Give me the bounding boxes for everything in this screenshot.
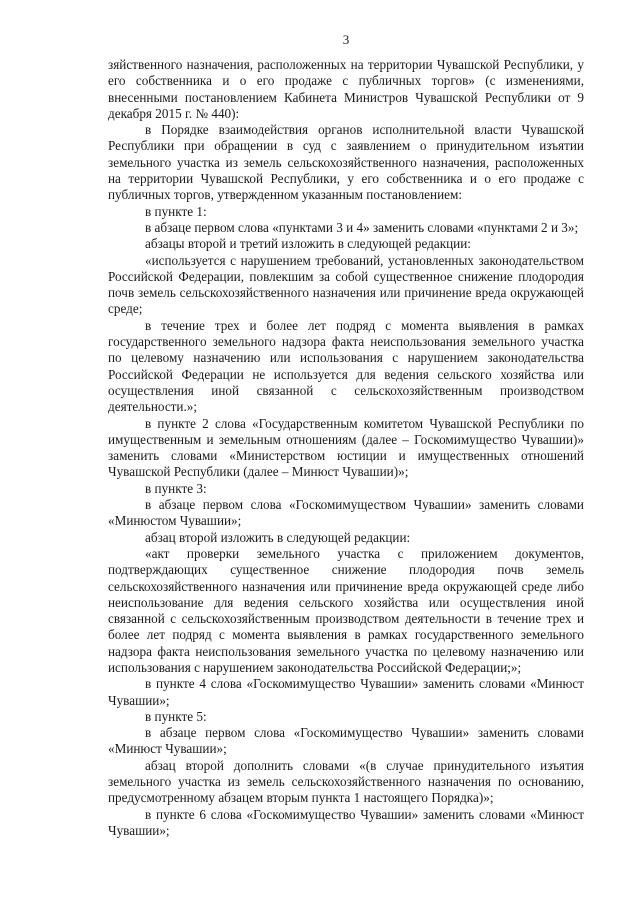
paragraph: в пункте 1:	[145, 203, 207, 219]
paragraph: в абзаце первом слова «Госкомимуществом Чувашии» заменить словами «Минюстом Чувашии»;	[108, 497, 584, 529]
paragraph: в пункте 4 слова «Госкомимущество Чувашии» заменить словами «Минюст Чувашии»;	[108, 676, 584, 708]
document-body	[108, 57, 584, 839]
paragraph: в абзаце первом слова «пунктами 3 и 4» заменить словами «пунктами 2 и 3»;	[145, 219, 579, 235]
paragraph: «используется с нарушением требований, установленных законодательством Российской Федерации, повлекшим за собой существенное снижение плодородия почв земель сельскохозяйственного назначения или причинение вреда окружающей среде;	[108, 252, 584, 317]
paragraph: «акт проверки земельного участка с приложением документов, подтверждающих существенное снижение плодородия почв земель сельскохозяйственного назначения или причинение вреда окружающей среде либо неиспользование для ведения сельского хозяйства или осуществления иной связанной с сельскохозяйственным производством деятельности в течение трех и более лет подряд с момента выявления в рамках государственного земельного надзора факта неиспользования земельного участка по целевому назначению или использования с нарушением законодательства Российской Федерации;»;	[108, 545, 584, 675]
paragraph: абзац второй дополнить словами «(в случае принудительного изъятия земельного участка из земель сельскохозяйственного назначения по основанию, предусмотренному абзацем вторым пункта 1 настоящего Порядка)»;	[108, 757, 584, 806]
paragraph: в абзаце первом слова «Госкомимущество Чувашии» заменить словами «Минюст Чувашии»;	[108, 725, 584, 757]
paragraph: в Порядке взаимодействия органов исполнительной власти Чувашской Республики при обращении в суд с заявлением о принудительном изъятии земельного участка из земель сельскохозяйственного назначения, расположенных на территории Чувашской Республики, у его собственника и о его продаже с публичных торгов, утвержденном указанным постановлением:	[108, 122, 584, 203]
paragraph: абзацы второй и третий изложить в следующей редакции:	[145, 236, 471, 252]
paragraph: зяйственного назначения, расположенных на территории Чувашской Республики, у его собственника и о его продаже с публичных торгов» (с изменениями, внесенными постановлением Кабинета Министров Чувашской Республики от 9 декабря 2015 г. № 440):	[108, 57, 584, 121]
paragraph: абзац второй изложить в следующей редакции:	[145, 529, 411, 545]
paragraph: в пункте 6 слова «Госкомимущество Чувашии» заменить словами «Минюст Чувашии»;	[108, 806, 584, 838]
paragraph: в пункте 3:	[145, 480, 207, 496]
paragraph: в пункте 5:	[145, 708, 207, 724]
paragraph: в течение трех и более лет подряд с момента выявления в рамках государственного земельного надзора факта неиспользования земельного участка по целевому назначению или использования с нарушением законодательства Российской Федерации не используется для ведения сельского хозяйства или осуществления иной связанной с сельскохозяйственным производством деятельности.»;	[108, 317, 584, 415]
paragraph: в пункте 2 слова «Государственным комитетом Чувашской Республики по имущественным и земельным отношениям (далее – Госкомимущество Чувашии)» заменить словами «Министерством юстиции и имущественных отношений Чувашской Республики (далее – Минюст Чувашии)»;	[108, 415, 584, 480]
page-number: 3	[342, 32, 350, 47]
